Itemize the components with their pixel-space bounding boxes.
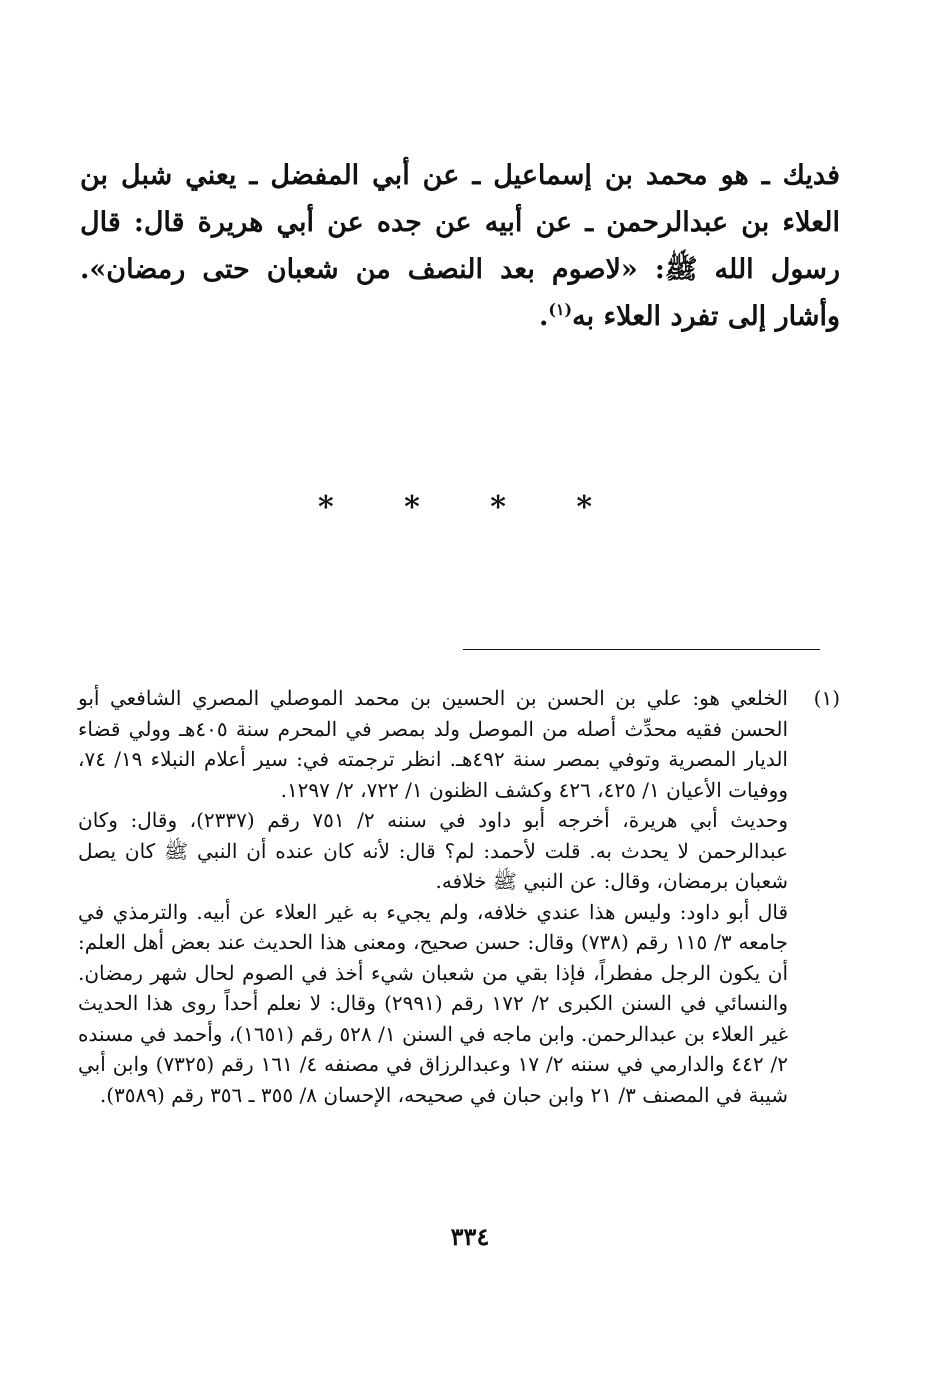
footnotes-section [78,683,840,1110]
main-paragraph [80,152,840,340]
main-text-block [80,152,840,340]
footnote-paragraph-1: الخلعي هو: علي بن الحسن بن الحسين بن محمد الموصلي المصري الشافعي أبو الحسن فقيه محدِّث أصله من الموصل ولد بمصر في المحرم سنة ٤٠٥هـ وولي قضاء الديار المصرية وتوفي بمصر سنة ٤٩٢هـ. انظر ترجمته في: سير أعلام النبلاء ١٩/ ٧٤، ووفيات الأعيان ١/ ٤٢٥، ٤٢٦ وكشف الظنون ١/ ٧٢٢، ٢/ ١٢٩٧. [78,686,788,802]
footnote-reference[interactable]: (١) [548,300,573,319]
footnote-item [78,683,840,1110]
page-number: ٣٣٤ [450,1222,490,1251]
footnote-body [78,683,788,1110]
footnote-paragraph-2: وحديث أبي هريرة، أخرجه أبو داود في سننه ٢/ ٧٥١ رقم (٢٣٣٧)، وقال: وكان عبدالرحمن لا يحدث به. قلت لأحمد: لم؟ قال: لأنه كان عنده أن النبي ﷺ كان يصل شعبان برمضان، وقال: عن النبي ﷺ خلافه. [78,808,789,893]
main-paragraph-text: فديك ـ هو محمد بن إسماعيل ـ عن أبي المفضل ـ يعني شبل بن العلاء بن عبدالرحمن ـ عن أبيه عن جده عن أبي هريرة قال: قال رسول الله ﷺ: «لاصوم بعد النصف من شعبان حتى رمضان». وأشار إلى تفرد العلاء به [80,160,840,332]
paragraph-end-mark: . [538,301,549,332]
footnote-number: (١) [813,686,840,710]
footnote-divider [463,649,820,650]
section-separator-stars: * * * * [317,490,623,525]
footnote-paragraph-3: قال أبو داود: وليس هذا عندي خلافه، ولم يجيء به غير العلاء عن أبيه. والترمذي في جامعه ٣/ ١١٥ رقم (٧٣٨) وقال: حسن صحيح، ومعنى هذا الحديث عند بعض أهل العلم: أن يكون الرجل مفطراً، فإذا بقي من شعبان شيء أخذ في الصوم لحال شهر رمضان. والنسائي في السنن الكبرى ٢/ ١٧٢ رقم (٢٩٩١) وقال: لا نعلم أحداً روى هذا الحديث غير العلاء بن عبدالرحمن. وابن ماجه في السنن ١/ ٥٢٨ رقم (١٦٥١)، وأحمد في مسنده ٢/ ٤٤٢ والدارمي في سننه ٢/ ١٧ وعبدالرزاق في مصنفه ٤/ ١٦١ رقم (٧٣٢٥) وابن أبي شيبة في المصنف ٣/ ٢١ وابن حبان في صحيحه، الإحسان ٨/ ٣٥٥ ـ ٣٥٦ رقم (٣٥٨٩). [78,899,789,1107]
